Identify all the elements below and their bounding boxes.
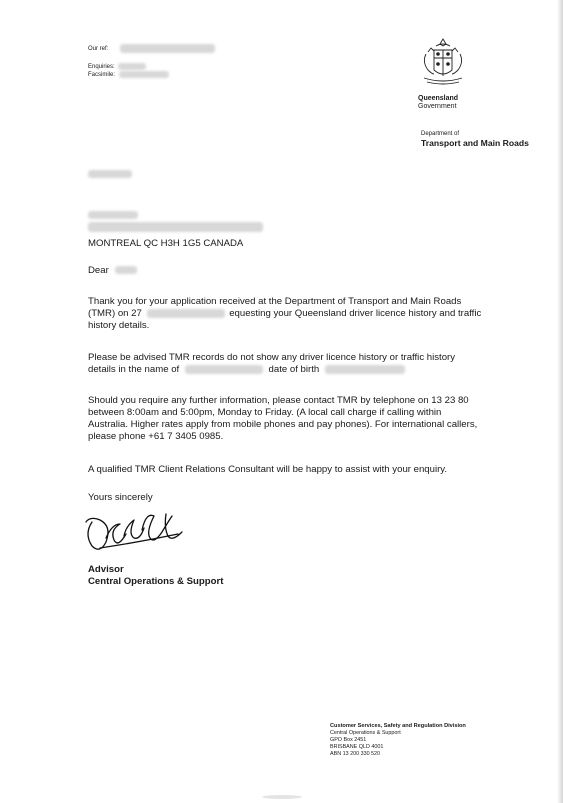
p2-line-2-middle: date of birth (268, 364, 320, 375)
redacted-ref (120, 44, 215, 53)
signoff-unit: Central Operations & Support (88, 576, 224, 587)
p1-line-1: Thank you for your application received at the Department of Transport and Main Roads (88, 296, 462, 307)
scan-artifact (262, 795, 302, 799)
footer-box: GPO Box 2451 (330, 737, 367, 743)
redacted-date (147, 309, 225, 318)
paragraph-3 (88, 395, 533, 443)
recipient-city-line: MONTREAL QC H3H 1G5 CANADA (88, 238, 244, 249)
footer-city: BRISBANE QLD 4001 (330, 744, 384, 750)
salutation-word: Dear (88, 265, 109, 276)
p3-line-2: between 8:00am and 5:00pm, Monday to Friday. (A local call charge if calling within (88, 407, 442, 418)
redacted-address-line-2 (88, 222, 263, 232)
redacted-enquiries (118, 63, 146, 70)
department-of-label: Department of (421, 131, 460, 137)
enquiries (88, 63, 146, 71)
closing: Yours sincerely (88, 492, 153, 503)
department-name: Transport and Main Roads (421, 138, 529, 148)
page-edge-shadow (557, 0, 563, 803)
p3-line-4: please phone +61 7 3405 0985. (88, 431, 224, 442)
paragraph-2 (88, 352, 528, 376)
qld-government-wordmark (418, 95, 458, 111)
p1-line-2 (88, 308, 528, 320)
footer-unit: Central Operations & Support (330, 730, 401, 736)
redacted-salutation-name (115, 266, 137, 274)
redacted-facsimile (119, 71, 169, 78)
p2-line-2-prefix: details in the name of (88, 364, 180, 375)
queensland-crest-block (418, 36, 468, 99)
signature-icon (80, 508, 190, 560)
state-name: Queensland (418, 95, 459, 102)
p1-line-3: history details. (88, 320, 150, 331)
p1-line-2-suffix: equesting your Queensland driver licence history and traffic (229, 308, 482, 319)
paragraph-4: A qualified TMR Client Relations Consultant will be happy to assist with your enquiry. (88, 464, 448, 475)
government-word: Government (418, 103, 457, 110)
footer-division: Customer Services, Safety and Regulation Division (330, 723, 466, 729)
redacted-birthdate (325, 365, 405, 374)
redacted-name (185, 365, 263, 374)
signoff-title: Advisor (88, 564, 124, 575)
facsimile-label: Facsimile: (88, 72, 116, 79)
p2-line-1: Please be advised TMR records do not show any driver licence history or traffic history (88, 352, 456, 363)
redacted-recipient-name (88, 170, 132, 178)
p1-line-2-prefix: (TMR) on 27 (88, 308, 142, 319)
footer-abn: ABN 13 200 330 520 (330, 751, 381, 757)
queensland-crest-icon (418, 36, 468, 94)
p3-line-3: Australia. Higher rates apply from mobile phones and pay phones). For international callers, (88, 419, 478, 430)
footer-address (330, 723, 466, 758)
facsimile (88, 71, 169, 79)
p2-line-2 (88, 364, 528, 376)
our-ref-label: Our ref: (88, 46, 109, 53)
redacted-address-line-1 (88, 211, 138, 219)
salutation (88, 265, 137, 277)
department-block (421, 131, 529, 148)
p3-line-1: Should you require any further information, please contact TMR by telephone on 13 23 80 (88, 395, 469, 406)
our-ref (88, 44, 215, 53)
enquiries-label: Enquiries: (88, 64, 115, 71)
paragraph-1 (88, 296, 528, 332)
